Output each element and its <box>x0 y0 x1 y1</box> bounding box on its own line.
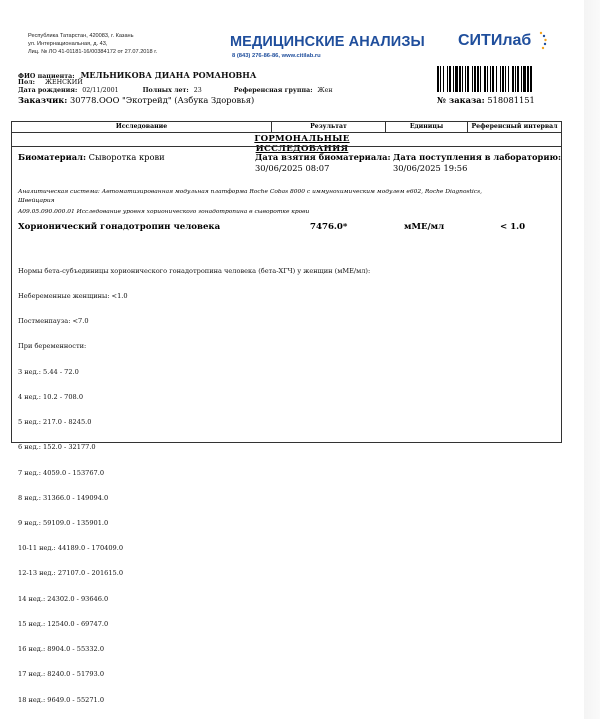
norm-line: 18 нед.: 9649.0 - 55271.0 <box>18 695 105 704</box>
sample-taken <box>255 152 391 174</box>
citilab-logo: СИТИлаб <box>458 32 532 49</box>
header-result: Результат <box>272 122 386 133</box>
order-label: № заказа: <box>437 95 485 105</box>
age-label: Полных лет: <box>142 87 189 94</box>
norm-line: 4 нед.: 10.2 - 708.0 <box>18 392 84 401</box>
analytic-system <box>18 188 482 206</box>
norm-line: Нормы бета-субъединицы хорионического гонадотропина человека (бета-ХГЧ) у женщин (мМЕ/мл): <box>18 266 371 275</box>
norm-line: 17 нед.: 8240.0 - 51793.0 <box>18 670 105 679</box>
patient-dob-row <box>18 87 333 94</box>
header-units: Единицы <box>386 122 468 133</box>
sex-label: Пол: <box>18 79 35 86</box>
patient-age: 23 <box>193 87 202 94</box>
received-date: 30/06/2025 19:56 <box>393 163 468 173</box>
biomaterial-row <box>18 152 165 162</box>
address-line: Республика Татарстан, 420083, г. Казань <box>28 33 134 39</box>
norm-line: 9 нед.: 59109.0 - 135901.0 <box>18 519 109 527</box>
norm-line: 5 нед.: 217.0 - 8245.0 <box>18 418 92 427</box>
patient-sex: ЖЕНСКИЙ <box>44 79 83 86</box>
norm-line: 7 нед.: 4059.0 - 153767.0 <box>18 468 105 477</box>
patient-refgroup: Жен <box>317 87 333 94</box>
norm-line: 10-11 нед.: 44189.0 - 170409.0 <box>18 544 124 553</box>
norm-line: Постменпауза: <7.0 <box>18 317 89 326</box>
norm-line: 6 нед.: 152.0 - 32177.0 <box>18 443 96 452</box>
patient-sex-row <box>18 79 83 86</box>
test-units: мМЕ/мл <box>404 222 445 232</box>
address-line: Лиц. № ЛО 41-01181-16/00384172 от 27.07.2018 г. <box>28 48 158 55</box>
refgroup-label: Референсная группа: <box>233 87 313 94</box>
norm-line: 8 нед.: 31366.0 - 149094.0 <box>18 493 109 502</box>
lab-address <box>28 33 157 56</box>
header-reference: Референсный интервал <box>468 122 561 133</box>
order-number: 518081151 <box>487 95 535 105</box>
header-test: Исследование <box>12 122 272 133</box>
lab-contacts: 8 (843) 276-86-86, www.citilab.ru <box>232 53 321 59</box>
section-divider <box>12 146 561 147</box>
dob-label: Дата рождения: <box>18 87 78 94</box>
section-title: ГОРМОНАЛЬНЫЕ ИССЛЕДОВАНИЯ <box>254 134 350 154</box>
norm-line: При беременности: <box>18 342 87 351</box>
logo-dots-icon <box>538 30 548 52</box>
customer-label: Заказчик: <box>18 95 68 105</box>
document-title: МЕДИЦИНСКИЕ АНАЛИЗЫ <box>230 34 425 50</box>
test-reference: < 1.0 <box>500 222 526 232</box>
received-label: Дата поступления в лабораторию: <box>393 152 562 162</box>
analytic-system-line: Швейцария <box>18 198 55 204</box>
patient-name: МЕЛЬНИКОВА ДИАНА РОМАНОВНА <box>80 70 257 80</box>
norm-line: 14 нед.: 24302.0 - 93646.0 <box>18 594 109 603</box>
taken-label: Дата взятия биоматериала: <box>255 152 391 162</box>
page-edge <box>584 0 600 719</box>
patient-dob: 02/11/2001 <box>82 87 119 94</box>
biomaterial-value: Сыворотка крови <box>88 152 165 162</box>
norm-line: 15 нед.: 12540.0 - 69747.0 <box>18 619 109 628</box>
norm-line: 16 нед.: 8904.0 - 55332.0 <box>18 645 105 654</box>
address-line: ул. Интернациональная, д. 43, <box>28 40 108 47</box>
biomaterial-label: Биоматериал: <box>18 152 87 162</box>
order-number-row <box>437 95 535 105</box>
test-code: A09.05.090.000.01 Исследование уровня хорионического гонадотропина в сыворотке крови <box>18 209 310 215</box>
taken-date: 30/06/2025 08:07 <box>255 163 330 173</box>
sample-received <box>393 152 561 174</box>
customer-row <box>18 95 254 105</box>
order-barcode <box>437 66 554 92</box>
test-name: Хорионический гонадотропин человека <box>18 222 221 232</box>
name-label: ФИО пациента: <box>18 73 75 80</box>
norm-line: 12-13 нед.: 27107.0 - 201615.0 <box>18 569 124 578</box>
test-result: 7476.0* <box>310 222 348 232</box>
customer-value: 30778.ООО "Экотрейд" (Азбука Здоровья) <box>69 95 255 105</box>
norm-line: Небеременные женщины: <1.0 <box>18 292 128 301</box>
norm-line: 3 нед.: 5.44 - 72.0 <box>18 367 79 376</box>
reference-norms <box>18 250 370 721</box>
analytic-system-line: Аналитическая система: Автоматизированная модульная платформа Roche Cobas 8000 с иммунохимическим модулем e602, Roche Diagnostics, <box>18 189 482 195</box>
